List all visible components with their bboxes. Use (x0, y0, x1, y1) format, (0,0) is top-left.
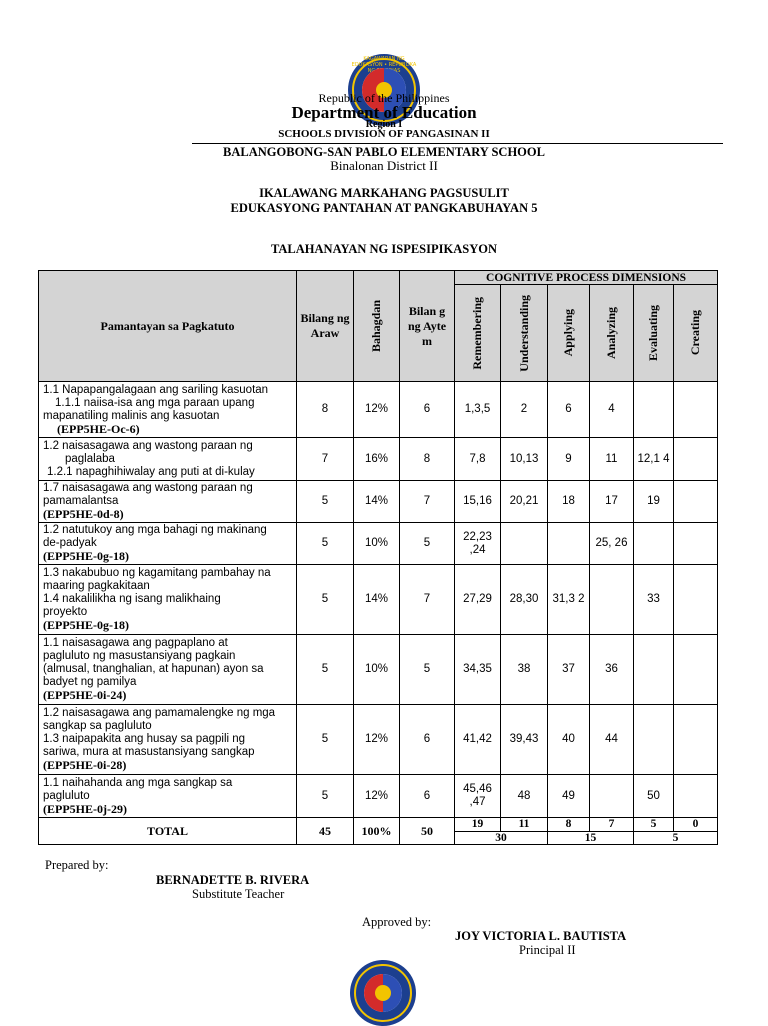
department-title: Department of Education (291, 103, 477, 122)
applying-cell: 37 (548, 635, 590, 705)
total-percent: 100% (354, 818, 400, 845)
total-items: 50 (400, 818, 455, 845)
creating-cell (674, 635, 718, 705)
preparer-title: Substitute Teacher (192, 887, 285, 901)
header-rule (192, 143, 723, 144)
evaluating-cell (634, 382, 674, 438)
competency-cell: 1.1 naisasagawa ang pagpaplano at pagluluto ng masustansiyang pagkain (almusal, tnanghalian, at hapunan) ayon sa badyet ng pamilya (EPP5HE-0i-24) (39, 635, 297, 705)
header-items: Bilan g ng Ayte m (400, 271, 455, 382)
percent-cell: 14% (354, 565, 400, 635)
evaluating-cell: 50 (634, 775, 674, 818)
creating-cell (674, 438, 718, 481)
percent-cell: 16% (354, 438, 400, 481)
remembering-cell: 7,8 (455, 438, 501, 481)
competency-cell: 1.2 naisasagawa ang wastong paraan ng paglalaba 1.2.1 napaghihiwalay ang puti at di-kulay (39, 438, 297, 481)
analyzing-cell: 17 (590, 481, 634, 523)
percent-cell: 10% (354, 635, 400, 705)
creating-cell (674, 775, 718, 818)
specification-table (38, 270, 718, 845)
table-row (39, 775, 718, 818)
days-cell: 7 (297, 438, 354, 481)
header-remembering: Remembering (455, 285, 501, 382)
total-creating: 0 (674, 818, 718, 832)
items-cell: 5 (400, 635, 455, 705)
understanding-cell (501, 523, 548, 565)
items-cell: 6 (400, 775, 455, 818)
total-applying: 8 (548, 818, 590, 832)
remembering-cell: 22,23 ,24 (455, 523, 501, 565)
items-cell: 8 (400, 438, 455, 481)
table-row (39, 438, 718, 481)
evaluating-cell: 12,1 4 (634, 438, 674, 481)
subject-title: EDUKASYONG PANTAHAN AT PANGKABUHAYAN 5 (230, 201, 538, 215)
percent-cell: 12% (354, 705, 400, 775)
competency-cell: 1.1 naihahanda ang mga sangkap sa pagluluto (EPP5HE-0j-29) (39, 775, 297, 818)
total-row (39, 818, 718, 832)
days-cell: 5 (297, 565, 354, 635)
days-cell: 5 (297, 775, 354, 818)
division-line: SCHOOLS DIVISION OF PANGASINAN II (278, 128, 490, 140)
applying-cell (548, 523, 590, 565)
evaluating-cell (634, 705, 674, 775)
items-cell: 6 (400, 705, 455, 775)
days-cell: 5 (297, 705, 354, 775)
total-analyzing: 7 (590, 818, 634, 832)
percent-cell: 14% (354, 481, 400, 523)
applying-cell: 31,3 2 (548, 565, 590, 635)
table-row (39, 705, 718, 775)
understanding-cell: 39,43 (501, 705, 548, 775)
document-title: TALAHANAYAN NG ISPESIPIKASYON (271, 242, 497, 256)
items-cell: 7 (400, 481, 455, 523)
understanding-cell: 28,30 (501, 565, 548, 635)
exam-title: IKALAWANG MARKAHANG PAGSUSULIT (259, 186, 509, 200)
understanding-cell: 48 (501, 775, 548, 818)
deped-seal-bottom (350, 960, 416, 1026)
header-days: Bilang ng Araw (297, 271, 354, 382)
items-cell: 7 (400, 565, 455, 635)
approver-title: Principal II (519, 943, 576, 957)
creating-cell (674, 382, 718, 438)
competency-cell: 1.1 Napapangalagaan ang sariling kasuotan 1.1.1 naiisa-isa ang mga paraan upang mapanatiling malinis ang kasuotan (EPP5HE-Oc-6) (39, 382, 297, 438)
creating-cell (674, 565, 718, 635)
items-cell: 5 (400, 523, 455, 565)
remembering-cell: 34,35 (455, 635, 501, 705)
table-row (39, 635, 718, 705)
competency-cell: 1.3 nakabubuo ng kagamitang pambahay na maaring pagkakitaan 1.4 nakalilikha ng isang malikhaing proyekto (EPP5HE-0g-18) (39, 565, 297, 635)
items-cell: 6 (400, 382, 455, 438)
header-applying: Applying (548, 285, 590, 382)
applying-cell: 18 (548, 481, 590, 523)
analyzing-cell: 44 (590, 705, 634, 775)
analyzing-cell: 36 (590, 635, 634, 705)
analyzing-cell: 4 (590, 382, 634, 438)
creating-cell (674, 705, 718, 775)
competency-cell: 1.2 natutukoy ang mga bahagi ng makinang de-padyak (EPP5HE-0g-18) (39, 523, 297, 565)
school-name: BALANGOBONG-SAN PABLO ELEMENTARY SCHOOL (223, 145, 545, 159)
days-cell: 8 (297, 382, 354, 438)
applying-cell: 40 (548, 705, 590, 775)
table-row (39, 382, 718, 438)
remembering-cell: 27,29 (455, 565, 501, 635)
percent-cell: 10% (354, 523, 400, 565)
competency-cell: 1.2 naisasagawa ang pamamalengke ng mga sangkap sa pagluluto 1.3 naipapakita ang husay sa pagpili ng sariwa, mura at masustansiyang sangkap (EPP5HE-0i-28) (39, 705, 297, 775)
total-group-lower: 30 (455, 832, 548, 845)
applying-cell: 49 (548, 775, 590, 818)
header-analyzing: Analyzing (590, 285, 634, 382)
understanding-cell: 20,21 (501, 481, 548, 523)
approved-label: Approved by: (362, 915, 432, 929)
evaluating-cell: 33 (634, 565, 674, 635)
header-cognitive: COGNITIVE PROCESS DIMENSIONS (455, 271, 718, 285)
analyzing-cell (590, 565, 634, 635)
total-label: TOTAL (39, 818, 297, 845)
understanding-cell: 38 (501, 635, 548, 705)
applying-cell: 6 (548, 382, 590, 438)
percent-cell: 12% (354, 382, 400, 438)
total-group-higher: 5 (634, 832, 718, 845)
days-cell: 5 (297, 481, 354, 523)
seal-text: KAGAWARAN NG EDUKASYON • REPUBLIKA (351, 56, 417, 68)
total-understanding: 11 (501, 818, 548, 832)
analyzing-cell: 25, 26 (590, 523, 634, 565)
prepared-label: Prepared by: (45, 858, 109, 872)
creating-cell (674, 481, 718, 523)
district-name: Binalonan District II (330, 158, 438, 173)
understanding-cell: 2 (501, 382, 548, 438)
percent-cell: 12% (354, 775, 400, 818)
creating-cell (674, 523, 718, 565)
table-row (39, 481, 718, 523)
evaluating-cell (634, 635, 674, 705)
evaluating-cell (634, 523, 674, 565)
header-competency: Pamantayan sa Pagkatuto (39, 271, 297, 382)
remembering-cell: 41,42 (455, 705, 501, 775)
remembering-cell: 15,16 (455, 481, 501, 523)
days-cell: 5 (297, 635, 354, 705)
header-evaluating: Evaluating (634, 285, 674, 382)
total-days: 45 (297, 818, 354, 845)
region-line: Region I (365, 119, 403, 130)
evaluating-cell: 19 (634, 481, 674, 523)
analyzing-cell (590, 775, 634, 818)
table-row (39, 565, 718, 635)
approver-name: JOY VICTORIA L. BAUTISTA (455, 929, 627, 943)
total-remembering: 19 (455, 818, 501, 832)
preparer-name: BERNADETTE B. RIVERA (156, 873, 310, 887)
header-creating: Creating (674, 285, 718, 382)
competency-cell: 1.7 naisasagawa ang wastong paraan ng pamamalantsa (EPP5HE-0d-8) (39, 481, 297, 523)
understanding-cell: 10,13 (501, 438, 548, 481)
total-evaluating: 5 (634, 818, 674, 832)
republic-line: Republic of the Philippines (318, 91, 450, 105)
header-understanding: Understanding (501, 285, 548, 382)
analyzing-cell: 11 (590, 438, 634, 481)
days-cell: 5 (297, 523, 354, 565)
total-group-middle: 15 (548, 832, 634, 845)
remembering-cell: 45,46 ,47 (455, 775, 501, 818)
applying-cell: 9 (548, 438, 590, 481)
table-row (39, 523, 718, 565)
header-weight: Bahagdan (354, 271, 400, 382)
remembering-cell: 1,3,5 (455, 382, 501, 438)
